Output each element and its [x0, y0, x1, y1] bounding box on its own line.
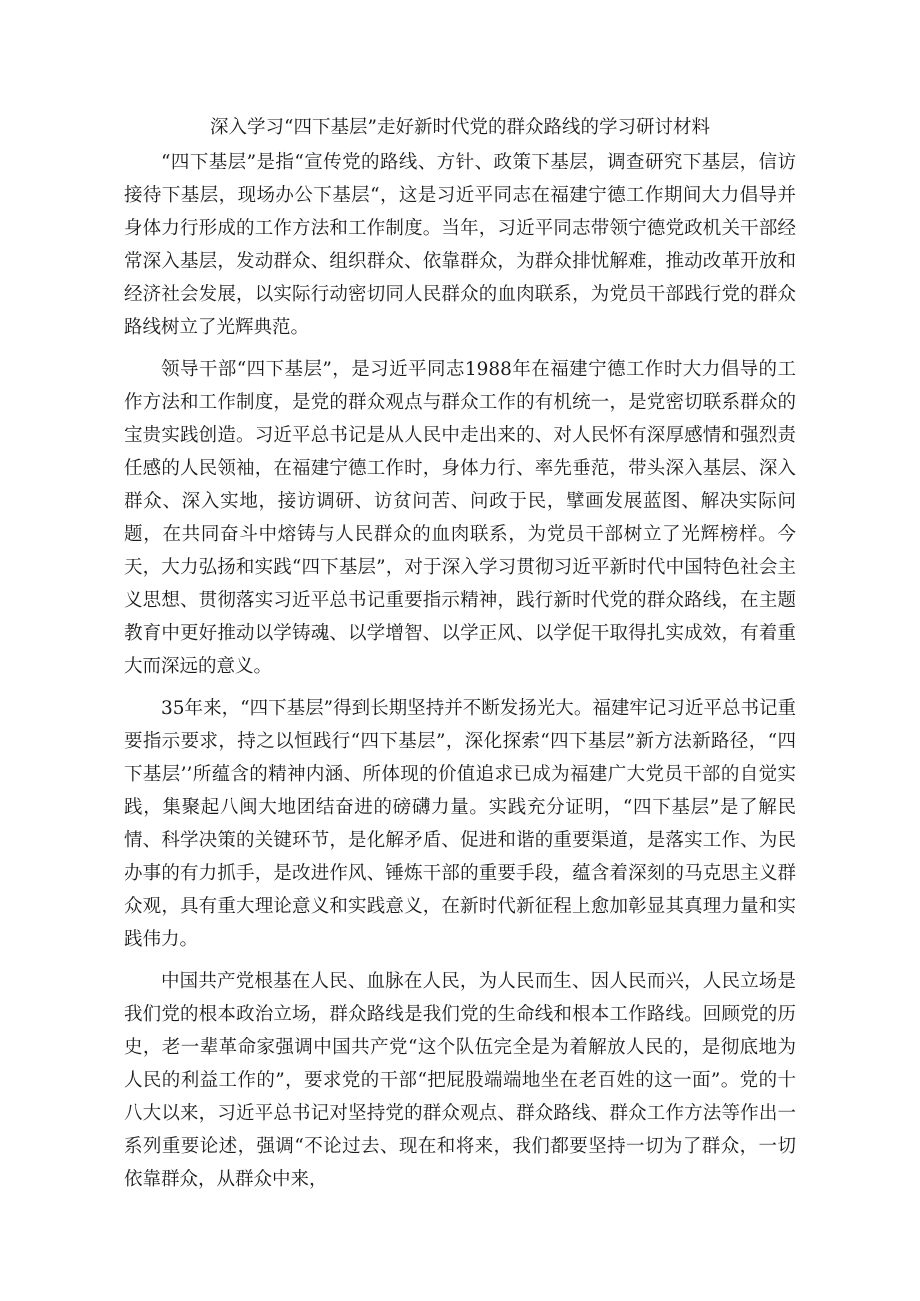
- document-title: 深入学习“四下基层”走好新时代党的群众路线的学习研讨材料: [210, 117, 710, 138]
- document-body: [124, 146, 796, 1205]
- paragraph-1: “四下基层”是指“宣传党的路线、方针、政策下基层，调查研究下基层，信访接待下基层，现场办公下基层“，这是习近平同志在福建宁德工作期间大力倡导并身体力行形成的工作方法和工作制度。当年，习近平同志带领宁德党政机关干部经常深入基层，发动群众、组织群众、依靠群众，为群众排忧解难，推动改革开放和经济社会发展，以实际行动密切同人民群众的血肉联系，为党员干部践行党的群众路线树立了光辉典范。: [124, 152, 796, 338]
- paragraph-4: 中国共产党根基在人民、血脉在人民，为人民而生、因人民而兴，人民立场是我们党的根本政治立场，群众路线是我们党的生命线和根本工作路线。回顾党的历史，老一辈革命家强调中国共产党“这个队伍完全是为着解放人民的，是彻底地为人民的利益工作的”，要求党的干部“把屁股端端地坐在老百姓的这一面”。党的十八大以来，习近平总书记对坚持党的群众观点、群众路线、群众工作方法等作出一系列重要论述，强调“不论过去、现在和将来，我们都要坚持一切为了群众，一切依靠群众，从群众中来，: [124, 971, 796, 1190]
- paragraph-3: 35年来，“四下基层”得到长期坚持并不断发扬光大。福建牢记习近平总书记重要指示要求，持之以恒践行“四下基层”，深化探索“四下基层”新方法新路径，“四下基层’’所蕴含的精神内涵、所体现的价值追求已成为福建广大党员干部的自觉实践，集聚起八闽大地团结奋进的磅礴力量。实践充分证明，“四下基层”是了解民情、科学决策的关键环节，是化解矛盾、促进和谐的重要渠道，是落实工作、为民办事的有力抓手，是改进作风、锤炼干部的重要手段，蕴含着深刻的马克思主义群众观，具有重大理论意义和实践意义，在新时代新征程上愈加彰显其真理力量和实践伟力。: [124, 698, 796, 950]
- paragraph-2: 领导干部“四下基层”，是习近平同志1988年在福建宁德工作时大力倡导的工作方法和工作制度，是党的群众观点与群众工作的有机统一，是党密切联系群众的宝贵实践创造。习近平总书记是从人民中走出来的、对人民怀有深厚感情和强烈责任感的人民领袖，在福建宁德工作时，身体力行、率先垂范，带头深入基层、深入群众、深入实地，接访调研、访贫问苦、问政于民，擘画发展蓝图、解决实际问题，在共同奋斗中熔铸与人民群众的血肉联系，为党员干部树立了光辉榜样。今天，大力弘扬和实践“四下基层”，对于深入学习贯彻习近平新时代中国特色社会主义思想、贯彻落实习近平总书记重要指示精神，践行新时代党的群众路线，在主题教育中更好推动以学铸魂、以学增智、以学正风、以学促干取得扎实成效，有着重大而深远的意义。: [124, 359, 796, 677]
